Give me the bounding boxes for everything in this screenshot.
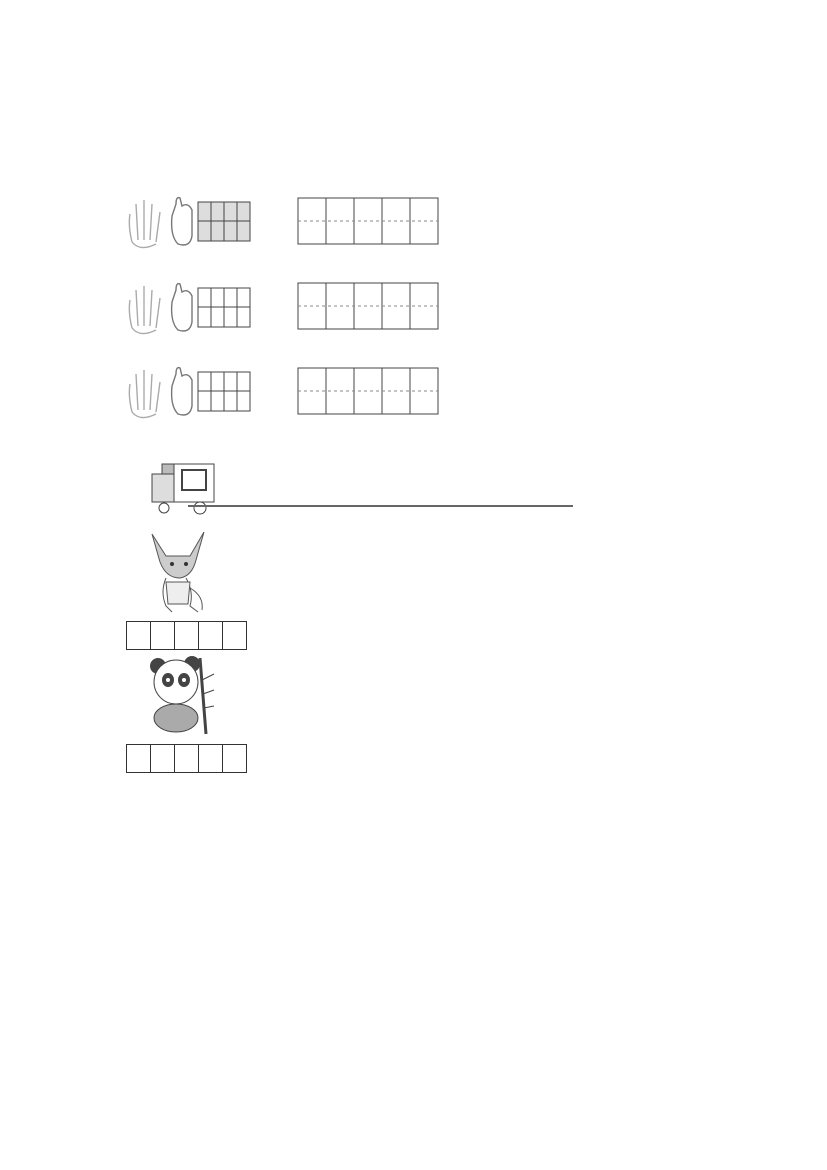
sequence-cell (199, 622, 223, 650)
umbrella-ordering-answer (120, 876, 590, 956)
open-hand-icon (129, 200, 160, 248)
sequence-cells-3 (126, 744, 247, 773)
sequence-cell (127, 622, 151, 650)
panda-illustration (146, 650, 216, 736)
sequence-cell[interactable] (175, 622, 199, 650)
sequence-cell[interactable] (151, 622, 175, 650)
sequence-cell[interactable] (223, 745, 247, 773)
q1-practice-rows (120, 190, 450, 420)
sequence-cell (151, 745, 175, 773)
sequence-cell[interactable] (223, 622, 247, 650)
sequence-cell[interactable] (175, 745, 199, 773)
sequence-cell (127, 745, 151, 773)
practice-row-9 (129, 368, 438, 418)
finger-count-icon (172, 368, 192, 415)
practice-row-7 (129, 198, 438, 248)
sequence-cell[interactable] (199, 745, 223, 773)
numbered-umbrellas (170, 796, 540, 876)
open-hand-icon (129, 286, 160, 334)
fruit-row (146, 988, 626, 1024)
finger-count-icon (172, 284, 192, 331)
fox-illustration (146, 526, 212, 614)
number-train (148, 450, 578, 520)
open-hand-icon (129, 370, 160, 418)
sequence-cells-2 (126, 621, 247, 650)
practice-row-8 (129, 283, 438, 334)
finger-count-icon (172, 198, 192, 245)
